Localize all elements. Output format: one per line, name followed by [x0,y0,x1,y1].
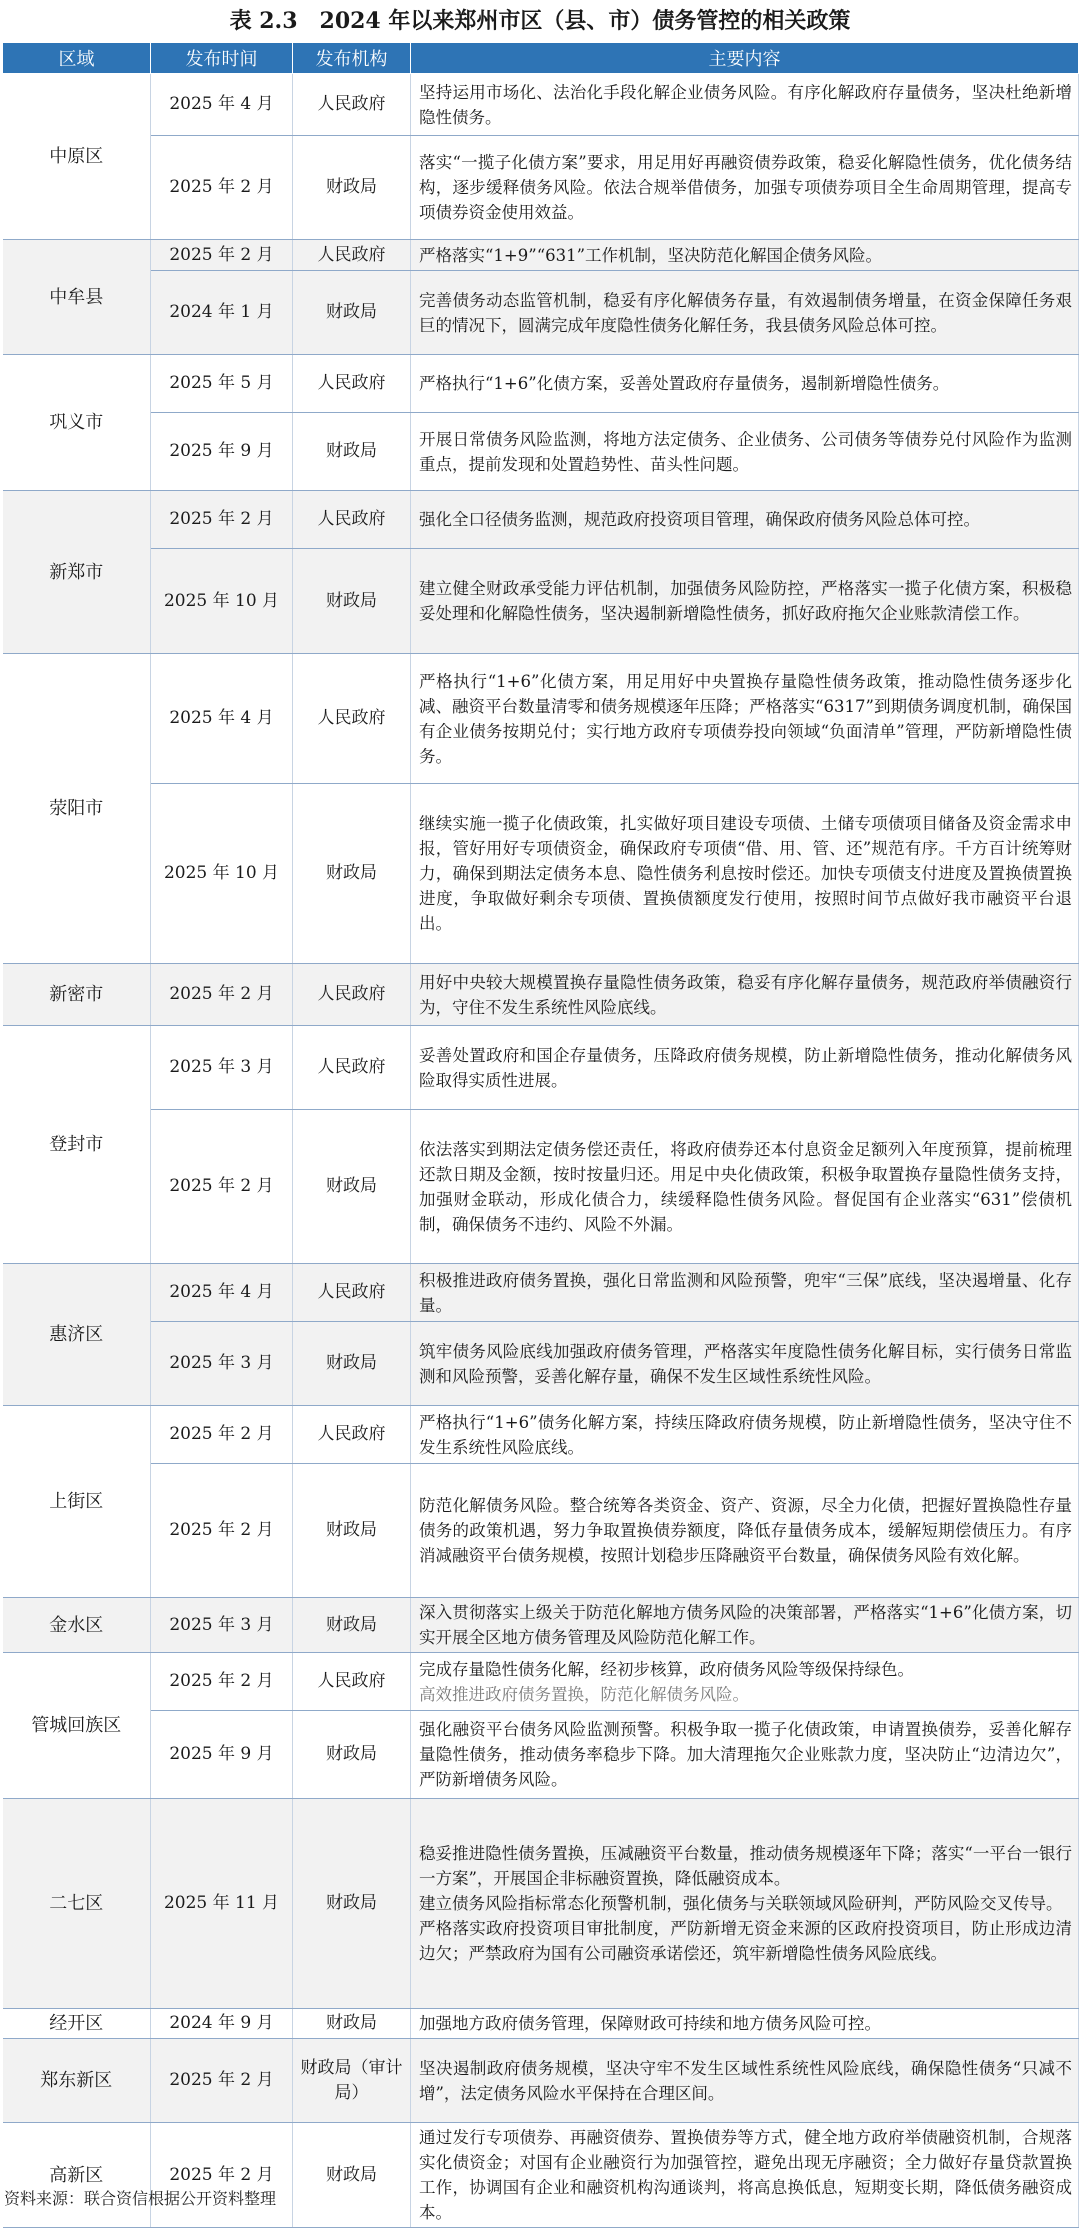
org-cell: 人民政府 [293,1406,411,1464]
date-cell: 2025 年 2 月 [151,1406,293,1464]
content-cell [411,549,1079,654]
content-cell [411,654,1079,784]
date-cell: 2025 年 10 月 [151,549,293,654]
region-cell: 惠济区 [3,1264,151,1406]
table-row [3,240,1079,271]
table-row [3,2039,1079,2123]
table-row [3,355,1079,413]
content-paragraph: 强化融资平台债务风险监测预警。积极争取一揽子化债政策，申请置换债券，妥善化解存量隐性债务，推动债务率稳步下降。加大清理拖欠企业账款力度，坚决防止“边清边欠”，严防新增债务风险。 [419,1720,1072,1789]
content-paragraph: 严格执行“1+6”债务化解方案，持续压降政府债务规模，防止新增隐性债务，坚决守住不发生系统性风险底线。 [419,1412,1072,1457]
table-row [3,413,1079,491]
region-cell: 金水区 [3,1598,151,1653]
content-cell [411,964,1079,1026]
date-cell: 2025 年 2 月 [151,1653,293,1711]
content-cell [411,784,1079,964]
content-cell [411,1711,1079,1799]
table-header-row [3,43,1079,74]
date-cell: 2025 年 2 月 [151,2039,293,2123]
content-paragraph: 坚决遏制政府债务规模，坚决守牢不发生区域性系统性风险底线，确保隐性债务“只减不增”，法定债务风险水平保持在合理区间。 [419,2058,1072,2103]
org-cell: 人民政府 [293,355,411,413]
table-row [3,1322,1079,1406]
table-row [3,964,1079,1026]
region-cell: 新密市 [3,964,151,1026]
content-cell [411,1110,1079,1264]
date-cell: 2025 年 2 月 [151,1110,293,1264]
org-cell: 财政局 [293,784,411,964]
content-paragraph: 坚持运用市场化、法治化手段化解企业债务风险。有序化解政府存量债务，坚决杜绝新增隐性债务。 [419,82,1072,127]
content-paragraph: 严格落实政府投资项目审批制度，严防新增无资金来源的区政府投资项目，防止形成边清边欠；严禁政府为国有公司融资承诺偿还，筑牢新增隐性债务风险底线。 [419,1919,1072,1963]
content-paragraph-faded: 高效推进政府债务置换，防范化解债务风险。 [419,1684,749,1704]
content-cell [411,1799,1079,2009]
content-paragraph: 严格落实“1+9”“631”工作机制，坚决防范化解国企债务风险。 [419,245,883,265]
region-cell: 二七区 [3,1799,151,2009]
region-cell: 登封市 [3,1026,151,1264]
date-cell: 2025 年 2 月 [151,491,293,549]
table-row [3,1264,1079,1322]
table-row [3,1110,1079,1264]
org-cell: 财政局 [293,413,411,491]
header-region: 区域 [3,43,151,74]
content-paragraph: 筑牢债务风险底线加强政府债务管理，严格落实年度隐性债务化解目标，实行债务日常监测和风险预警，妥善化解存量，确保不发生区域性系统性风险。 [419,1341,1072,1386]
header-content: 主要内容 [411,43,1079,74]
table-row [3,1406,1079,1464]
table-row [3,1598,1079,1653]
content-paragraph: 继续实施一揽子化债政策，扎实做好项目建设专项债、土储专项债项目储备及资金需求申报，管好用好专项债资金，确保政府专项债“借、用、管、还”规范有序。千方百计统筹财力，确保到期法定债务本息、隐性债务利息按时偿还。加快专项债支付进度及置换债置换进度，争取做好剩余专项债、置换债额度发行使用，按照时间节点做好我市融资平台退出。 [419,814,1072,933]
date-cell: 2025 年 3 月 [151,1322,293,1406]
table-row [3,1653,1079,1711]
region-cell: 荥阳市 [3,654,151,964]
org-cell: 财政局 [293,1322,411,1406]
region-cell: 高新区 [3,2123,151,2228]
content-paragraph: 加强地方政府债务管理，保障财政可持续和地方债务风险可控。 [419,2014,881,2033]
date-cell: 2024 年 1 月 [151,271,293,355]
table-body [3,74,1079,2228]
region-cell: 中牟县 [3,240,151,355]
header-org: 发布机构 [293,43,411,74]
region-cell: 中原区 [3,74,151,240]
org-cell: 人民政府 [293,1026,411,1110]
org-cell: 财政局（审计局） [293,2039,411,2123]
content-cell [411,1598,1079,1653]
content-cell [411,413,1079,491]
content-cell [411,2009,1079,2039]
content-cell [411,1322,1079,1406]
content-paragraph: 严格执行“1+6”化债方案，妥善处置政府存量债务，遏制新增隐性债务。 [419,374,950,393]
content-cell [411,2039,1079,2123]
table-row [3,2009,1079,2039]
org-cell: 财政局 [293,1799,411,2009]
date-cell: 2025 年 4 月 [151,1264,293,1322]
org-cell: 人民政府 [293,1264,411,1322]
date-cell: 2025 年 3 月 [151,1598,293,1653]
content-paragraph: 强化全口径债务监测，规范政府投资项目管理，确保政府债务风险总体可控。 [419,510,980,529]
date-cell: 2024 年 9 月 [151,2009,293,2039]
content-paragraph: 建立健全财政承受能力评估机制，加强债务风险防控，严格落实一揽子化债方案，积极稳妥处理和化解隐性债务，坚决遏制新增隐性债务，抓好政府拖欠企业账款清偿工作。 [419,579,1072,623]
content-cell [411,271,1079,355]
region-cell: 郑东新区 [3,2039,151,2123]
table-row [3,1711,1079,1799]
content-paragraph: 落实“一揽子化债方案”要求，用足用好再融资债券政策，稳妥化解隐性债务，优化债务结构，逐步缓释债务风险。依法合规举借债务，加强专项债券项目全生命周期管理，提高专项债券资金使用效益。 [419,153,1072,222]
date-cell: 2025 年 2 月 [151,240,293,271]
content-paragraph: 积极推进政府债务置换，强化日常监测和风险预警，兜牢“三保”底线，坚决遏增量、化存量。 [419,1270,1072,1315]
content-cell [411,1406,1079,1464]
table-title: 表 2.3 2024 年以来郑州市区（县、市）债务管控的相关政策 [229,8,851,34]
table-row [3,1026,1079,1110]
content-paragraph: 建立债务风险指标常态化预警机制，强化债务与关联领域风险研判，严防风险交叉传导。 [419,1894,1063,1913]
org-cell: 财政局 [293,2123,411,2228]
table-row [3,136,1079,240]
org-cell: 财政局 [293,136,411,240]
table-row [3,1799,1079,2009]
date-cell: 2025 年 4 月 [151,654,293,784]
content-cell [411,491,1079,549]
region-cell: 巩义市 [3,355,151,491]
date-cell: 2025 年 4 月 [151,74,293,136]
table-row [3,271,1079,355]
table-row [3,491,1079,549]
content-cell [411,1264,1079,1322]
content-paragraph: 完成存量隐性债务化解，经初步核算，政府债务风险等级保持绿色。 [419,1659,914,1679]
content-paragraph: 依法落实到期法定债务偿还责任，将政府债券还本付息资金足额列入年度预算，提前梳理还款日期及金额，按时按量归还。用足中央化债政策，积极争取置换存量隐性债务支持，加强财金联动，形成化债合力，续缓释隐性债务风险。督促国有企业落实“631”偿债机制，确保债务不违约、风险不外漏。 [419,1139,1072,1234]
policy-table [2,42,1079,2228]
content-paragraph: 开展日常债务风险监测，将地方法定债务、企业债务、公司债务等债券兑付风险作为监测重点，提前发现和处置趋势性、苗头性问题。 [419,429,1072,474]
org-cell: 人民政府 [293,654,411,784]
date-cell: 2025 年 2 月 [151,2123,293,2228]
table-row [3,654,1079,784]
content-cell [411,1026,1079,1110]
table-row [3,1464,1079,1598]
content-cell [411,1464,1079,1598]
date-cell: 2025 年 2 月 [151,136,293,240]
date-cell: 2025 年 9 月 [151,413,293,491]
content-cell [411,355,1079,413]
region-cell: 管城回族区 [3,1653,151,1799]
content-cell [411,240,1079,271]
date-cell: 2025 年 9 月 [151,1711,293,1799]
org-cell: 财政局 [293,271,411,355]
region-cell: 新郑市 [3,491,151,654]
table-row [3,784,1079,964]
content-paragraph: 完善债务动态监管机制，稳妥有序化解债务存量，有效遏制债务增量，在资金保障任务艰巨的情况下，圆满完成年度隐性债务化解任务，我县债务风险总体可控。 [419,290,1072,335]
region-cell: 上街区 [3,1406,151,1598]
date-cell: 2025 年 2 月 [151,1464,293,1598]
date-cell: 2025 年 3 月 [151,1026,293,1110]
date-cell: 2025 年 5 月 [151,355,293,413]
org-cell: 财政局 [293,1598,411,1653]
org-cell: 人民政府 [293,74,411,136]
content-paragraph: 深入贯彻落实上级关于防范化解地方债务风险的决策部署，严格落实“1+6”化债方案，切实开展全区地方债务管理及风险防范化解工作。 [419,1603,1072,1647]
org-cell: 人民政府 [293,1653,411,1711]
table-row [3,74,1079,136]
org-cell: 财政局 [293,2009,411,2039]
org-cell: 人民政府 [293,240,411,271]
content-cell [411,136,1079,240]
content-cell [411,74,1079,136]
content-paragraph: 严格执行“1+6”化债方案，用足用好中央置换存量隐性债务政策，推动隐性债务逐步化减、融资平台数量清零和债务规模逐年压降；严格落实“6317”到期债务调度机制，确保国有企业债务按期兑付；实行地方政府专项债券投向领域“负面清单”管理，严防新增隐性债务。 [419,671,1072,766]
org-cell: 财政局 [293,1110,411,1264]
content-paragraph: 通过发行专项债券、再融资债券、置换债券等方式，健全地方政府举债融资机制，合规落实化债资金；对国有企业融资行为加强管控，避免出现无序融资；全力做好存量贷款置换工作，协调国有企业和融资机构沟通谈判，将高息换低息，短期变长期，降低债务融资成本。 [419,2128,1072,2222]
header-date: 发布时间 [151,43,293,74]
org-cell: 人民政府 [293,964,411,1026]
source-note: 资料来源：联合资信根据公开资料整理 [4,2189,277,2208]
content-paragraph: 用好中央较大规模置换存量隐性债务政策，稳妥有序化解存量债务，规范政府举债融资行为，守住不发生系统性风险底线。 [419,972,1072,1017]
region-cell: 经开区 [3,2009,151,2039]
org-cell: 人民政府 [293,491,411,549]
org-cell: 财政局 [293,1464,411,1598]
date-cell: 2025 年 10 月 [151,784,293,964]
table-row [3,549,1079,654]
content-paragraph: 稳妥推进隐性债务置换，压减融资平台数量，推动债务规模逐年下降；落实“一平台一银行一方案”，开展国企非标融资置换，降低融资成本。 [419,1844,1072,1888]
content-cell [411,1653,1079,1711]
content-paragraph: 防范化解债务风险。整合统筹各类资金、资产、资源，尽全力化债，把握好置换隐性存量债务的政策机遇，努力争取置换债券额度，降低存量债务成本，缓解短期偿债压力。有序消减融资平台债务规模，按照计划稳步压降融资平台数量，确保债务风险有效化解。 [419,1496,1072,1565]
content-paragraph: 妥善处置政府和国企存量债务，压降政府债务规模，防止新增隐性债务，推动化解债务风险取得实质性进展。 [419,1045,1072,1090]
org-cell: 财政局 [293,1711,411,1799]
date-cell: 2025 年 2 月 [151,964,293,1026]
date-cell: 2025 年 11 月 [151,1799,293,2009]
org-cell: 财政局 [293,549,411,654]
